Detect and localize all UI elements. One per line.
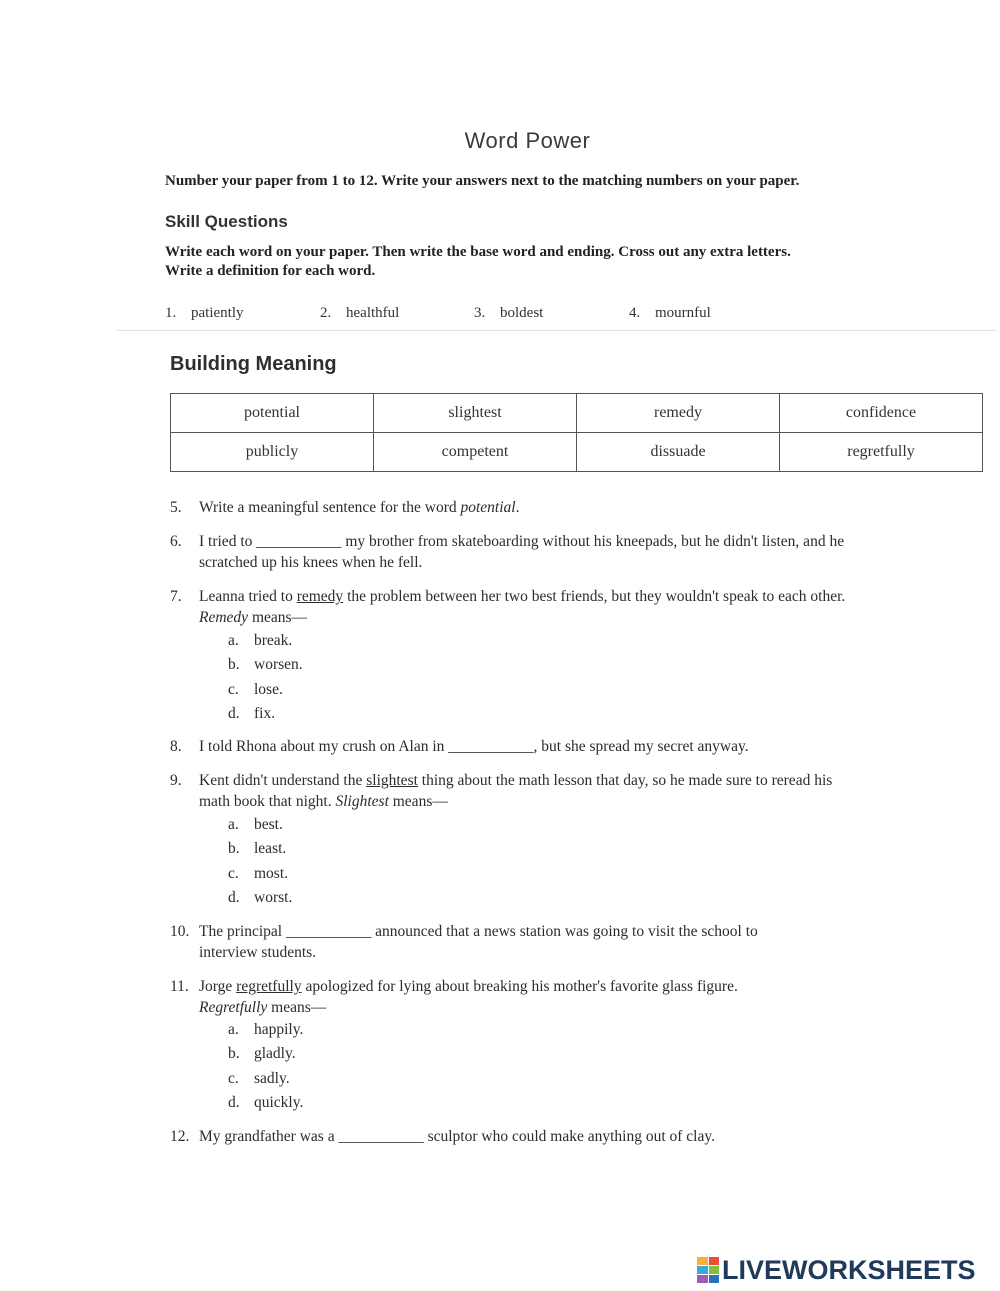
option-text: fix. xyxy=(254,705,276,722)
question-number: 5. xyxy=(170,499,182,516)
answer-option[interactable] xyxy=(228,632,292,650)
skill-questions-heading: Skill Questions xyxy=(165,212,288,231)
question-text: scratched up his knees when he fell. xyxy=(199,554,423,571)
skill-item-word: boldest xyxy=(500,305,544,321)
question-number: 6. xyxy=(170,533,182,550)
skill-item-word: healthful xyxy=(346,305,400,321)
option-text: break. xyxy=(254,632,293,649)
skill-instructions xyxy=(165,243,791,281)
answer-option[interactable] xyxy=(228,816,283,834)
question-text: interview students. xyxy=(199,944,317,961)
skill-instructions-line-1: Write each word on your paper. Then write the base word and ending. Cross out any extra letters. xyxy=(165,244,791,260)
question-text: means— xyxy=(388,793,448,810)
question-text: my brother from skateboarding without his kneepads, but he didn't listen, and he xyxy=(341,533,845,550)
table-row xyxy=(171,433,983,472)
answer-blank[interactable]: ___________ xyxy=(338,1128,424,1145)
option-text: worsen. xyxy=(254,656,303,673)
option-letter: a. xyxy=(228,632,239,649)
word-cell: remedy xyxy=(577,394,780,433)
word-bank-table xyxy=(170,393,983,472)
building-meaning-heading: Building Meaning xyxy=(170,353,337,375)
question-text: math book that night. xyxy=(199,793,336,810)
option-text: worst. xyxy=(254,889,293,906)
skill-item-number: 1. xyxy=(165,305,177,321)
option-letter: b. xyxy=(228,656,240,673)
question-text: Kent didn't understand the xyxy=(199,772,367,789)
skill-item xyxy=(320,305,399,322)
option-letter: d. xyxy=(228,705,240,722)
skill-item-word: mournful xyxy=(655,305,711,321)
section-divider xyxy=(117,330,997,331)
target-word: Remedy xyxy=(199,609,249,626)
liveworksheets-logo-icon xyxy=(697,1257,719,1283)
option-letter: c. xyxy=(228,865,239,882)
question-text: I told Rhona about my crush on Alan in xyxy=(199,738,449,755)
question-text: , but she spread my secret anyway. xyxy=(533,738,749,755)
word-cell: dissuade xyxy=(577,433,780,472)
option-letter: b. xyxy=(228,840,240,857)
answer-option[interactable] xyxy=(228,1094,303,1112)
question-text: The principal xyxy=(199,923,286,940)
skill-item-number: 3. xyxy=(474,305,486,321)
skill-item-number: 2. xyxy=(320,305,332,321)
question-number: 10. xyxy=(170,923,190,940)
answer-blank[interactable]: ___________ xyxy=(448,738,534,755)
question-number: 11. xyxy=(170,978,189,995)
option-letter: c. xyxy=(228,1070,239,1087)
question-text: apologized for lying about breaking his mother's favorite glass figure. xyxy=(301,978,738,995)
option-letter: a. xyxy=(228,1021,239,1038)
word-cell: slightest xyxy=(374,394,577,433)
skill-item xyxy=(165,305,244,322)
question-text: means— xyxy=(248,609,308,626)
answer-option[interactable] xyxy=(228,656,303,674)
answer-blank[interactable]: ___________ xyxy=(256,533,342,550)
skill-item xyxy=(474,305,543,322)
option-text: lose. xyxy=(254,681,283,698)
underlined-word: regretfully xyxy=(236,978,302,995)
answer-option[interactable] xyxy=(228,1045,296,1063)
table-row xyxy=(171,394,983,433)
option-text: least. xyxy=(254,840,287,857)
word-cell: potential xyxy=(171,394,374,433)
question-text: means— xyxy=(267,999,327,1016)
question-number: 12. xyxy=(170,1128,190,1145)
question-text: Leanna tried to xyxy=(199,588,297,605)
answer-blank[interactable]: ___________ xyxy=(285,923,372,940)
answer-option[interactable] xyxy=(228,865,288,883)
question-text: the problem between her two best friends, but they wouldn't speak to each other. xyxy=(343,588,846,605)
answer-option[interactable] xyxy=(228,1021,303,1039)
question-number: 8. xyxy=(170,738,182,755)
word-cell: publicly xyxy=(171,433,374,472)
skill-item-number: 4. xyxy=(629,305,641,321)
question-text: My grandfather was a xyxy=(199,1128,339,1145)
option-text: best. xyxy=(254,816,283,833)
word-cell: confidence xyxy=(780,394,983,433)
target-word: Regretfully xyxy=(199,999,268,1016)
underlined-word: remedy xyxy=(296,588,344,605)
answer-option[interactable] xyxy=(228,840,286,858)
option-text: quickly. xyxy=(254,1094,304,1111)
answer-option[interactable] xyxy=(228,1070,290,1088)
option-text: gladly. xyxy=(254,1045,296,1062)
question-text: . xyxy=(515,499,520,516)
underlined-word: slightest xyxy=(366,772,418,789)
question-text: I tried to xyxy=(199,533,257,550)
question-text: announced that a news station was going to visit the school to xyxy=(371,923,758,940)
word-cell: regretfully xyxy=(780,433,983,472)
option-letter: d. xyxy=(228,1094,240,1111)
question-number: 9. xyxy=(170,772,182,789)
liveworksheets-logo xyxy=(697,1255,976,1285)
option-letter: d. xyxy=(228,889,240,906)
instructions: Number your paper from 1 to 12. Write your answers next to the matching numbers on your paper. xyxy=(165,173,800,189)
question-text: thing about the math lesson that day, so he made sure to reread his xyxy=(417,772,833,789)
liveworksheets-logo-text: LIVEWORKSHEETS xyxy=(722,1254,976,1285)
option-text: happily. xyxy=(254,1021,304,1038)
skill-instructions-line-2: Write a definition for each word. xyxy=(165,263,376,279)
question-text: sculptor who could make anything out of clay. xyxy=(423,1128,715,1145)
skill-item xyxy=(629,305,711,322)
option-letter: b. xyxy=(228,1045,240,1062)
answer-option[interactable] xyxy=(228,705,275,723)
option-letter: a. xyxy=(228,816,239,833)
word-cell: competent xyxy=(374,433,577,472)
skill-item-word: patiently xyxy=(191,305,244,321)
question-text: Jorge xyxy=(199,978,237,995)
target-word: potential xyxy=(460,499,516,516)
answer-option[interactable] xyxy=(228,681,283,699)
option-letter: c. xyxy=(228,681,239,698)
question-number: 7. xyxy=(170,588,182,605)
option-text: most. xyxy=(254,865,289,882)
answer-option[interactable] xyxy=(228,889,292,907)
question-text: Write a meaningful sentence for the word xyxy=(199,499,461,516)
page-title: Word Power xyxy=(464,128,591,153)
target-word: Slightest xyxy=(335,793,389,810)
option-text: sadly. xyxy=(254,1070,290,1087)
